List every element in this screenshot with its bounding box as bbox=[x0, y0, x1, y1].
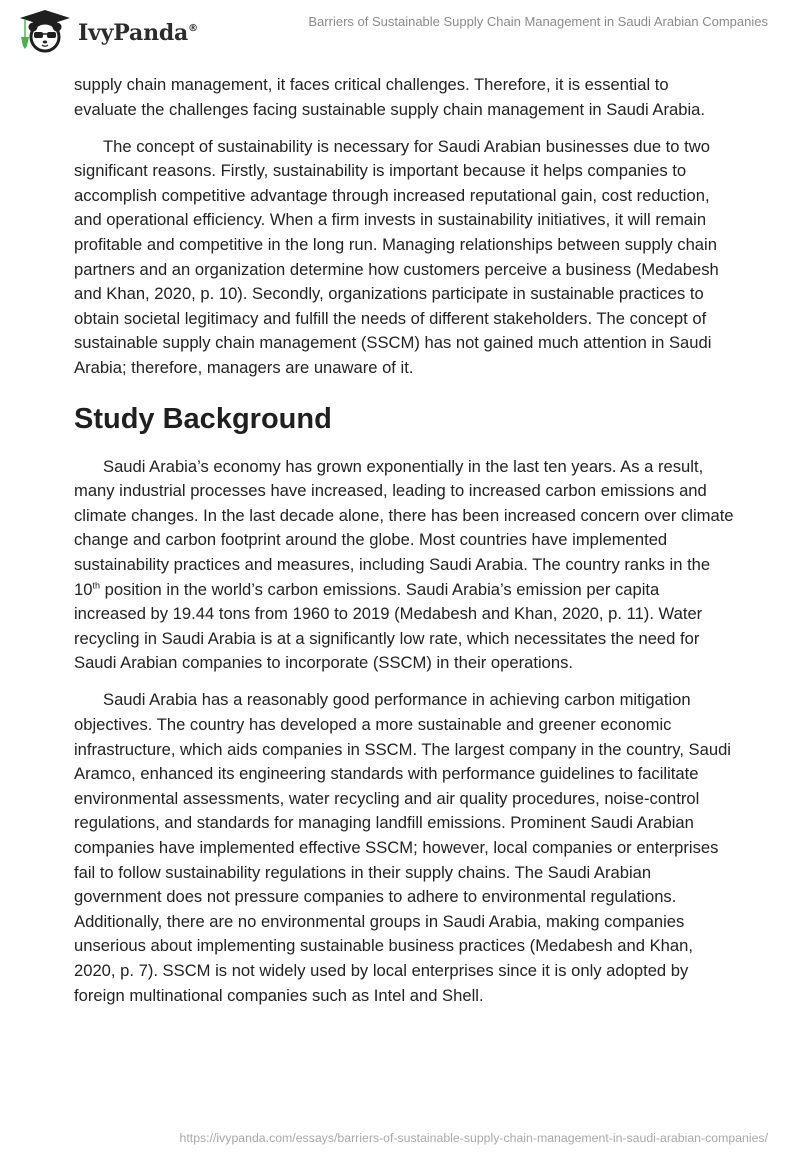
essay-content bbox=[74, 73, 734, 1021]
panda-graduate-icon bbox=[16, 8, 74, 54]
ordinal-superscript: th bbox=[92, 580, 100, 591]
registered-mark: ® bbox=[188, 23, 198, 34]
page-header bbox=[0, 0, 800, 62]
source-url[interactable]: https://ivypanda.com/essays/barriers-of-sustainable-supply-chain-management-in-saudi-arabian-companies/ bbox=[179, 1131, 768, 1145]
paragraph-text: Saudi Arabia’s economy has grown exponentially in the last ten years. As a result, many industrial processes have increased, leading to increased carbon emissions and climate changes. In the last decade alone, there has been increased concern over climate change and carbon footprint around the globe. Most countries have implemented sustainability practices and measures, including Saudi Arabia. The country ranks in the 10 bbox=[74, 456, 734, 599]
paragraph-carbon-mitigation: Saudi Arabia has a reasonably good performance in achieving carbon mitigation objectives. The country has developed a more sustainable and greener economic infrastructure, which aids companies in SSCM. The largest company in the country, Saudi Aramco, enhanced its engineering standards with performance guidelines to facilitate environmental assessments, water recycling and air quality procedures, noise-control regulations, and standards for managing landfill emissions. Prominent Saudi Arabian companies have implemented effective SSCM; however, local companies or enterprises fail to follow sustainability regulations in their supply chains. The Saudi Arabian government does not pressure companies to adhere to environmental regulations. Additionally, there are no environmental groups in Saudi Arabia, making companies unserious about implementing sustainable business practices (Medabesh and Khan, 2020, p. 7). SSCM is not widely used by local enterprises since it is only adopted by foreign multinational companies such as Intel and Shell. bbox=[74, 690, 731, 1005]
brand-name: IvyPanda® bbox=[78, 20, 198, 46]
document-title: Barriers of Sustainable Supply Chain Management in Saudi Arabian Companies bbox=[308, 14, 768, 29]
paragraph-economy-emissions bbox=[74, 455, 734, 676]
paragraph-text: position in the world’s carbon emissions. Saudi Arabia’s emission per capita increased by 19.44 tons from 1960 to 2019 (Medabesh and Khan, 2020, p. 11). Water recycling in Saudi Arabia is at a significantly low rate, which necessitates the need for Saudi Arabian companies to incorporate (SSCM) in their operations. bbox=[74, 579, 703, 673]
ivypanda-logo[interactable] bbox=[16, 8, 198, 54]
paragraph-continuation: supply chain management, it faces critical challenges. Therefore, it is essential to evaluate the challenges facing sustainable supply chain management in Saudi Arabia. bbox=[74, 75, 705, 119]
section-heading-study-background: Study Background bbox=[74, 402, 332, 435]
paragraph-sustainability-reasons: The concept of sustainability is necessary for Saudi Arabian businesses due to two significant reasons. Firstly, sustainability is important because it helps companies to accomplish competitive advantage through increased reputational gain, cost reduction, and operational efficiency. When a firm invests in sustainability initiatives, it will remain profitable and competitive in the long run. Managing relationships between supply chain partners and an organization determine how customers perceive a business (Medabesh and Khan, 2020, p. 10). Secondly, organizations participate in sustainable practices to obtain societal legitimacy and fulfill the needs of different stakeholders. The concept of sustainable supply chain management (SSCM) has not gained much attention in Saudi Arabia; therefore, managers are unaware of it. bbox=[74, 136, 719, 378]
